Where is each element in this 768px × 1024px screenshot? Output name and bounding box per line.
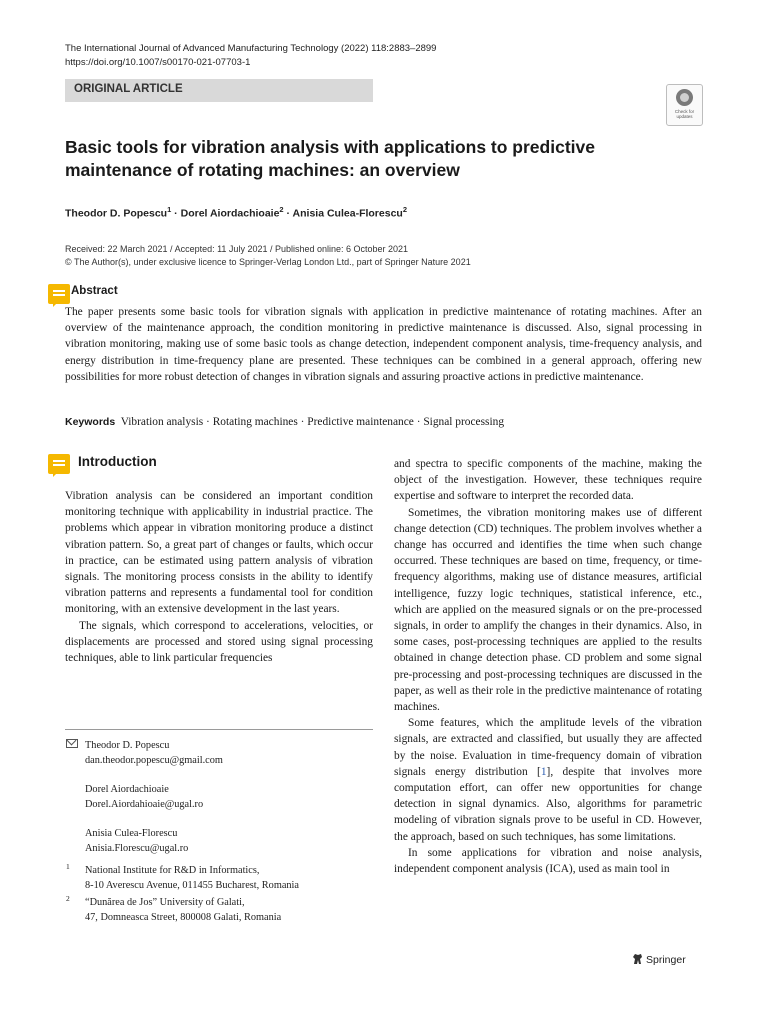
author-affiliation-mark: 1 (167, 205, 172, 214)
right-column-text (394, 456, 702, 877)
contact-name: Theodor D. Popescu (85, 740, 170, 751)
affiliation (85, 896, 281, 925)
crossmark-label-2: updates (676, 114, 693, 119)
abstract-heading: Abstract (71, 285, 118, 297)
author-name[interactable]: Dorel Aiordachioaie (180, 207, 280, 220)
copyright-notice: © The Author(s), under exclusive licence to Springer-Verlag London Ltd., part of Springer Nature 2021 (65, 257, 471, 267)
contact-email[interactable]: Anisia.Florescu@ugal.ro (85, 842, 189, 854)
author-separator: · (171, 207, 181, 220)
contact-name: Anisia Culea-Florescu (85, 828, 178, 839)
paper-title: Basic tools for vibration analysis with applications to predictive maintenance of rotating machines: an overview (65, 137, 595, 180)
paragraph: In some applications for vibration and noise analysis, independent component analysis (ICA), used as main tool in (394, 846, 702, 876)
author-list (65, 205, 407, 220)
journal-citation: The International Journal of Advanced Manufacturing Technology (2022) 118:2883–2899 (65, 43, 437, 54)
paragraph (394, 715, 702, 845)
author-affiliation-mark: 2 (402, 205, 407, 214)
author-affiliation-mark: 2 (279, 205, 284, 214)
section-heading-introduction: Introduction (78, 454, 157, 469)
corresponding-authors (85, 739, 223, 856)
annotation-note-icon[interactable] (48, 284, 70, 304)
affiliation (85, 864, 299, 893)
abstract-text: The paper presents some basic tools for vibration signals with application in predictive maintenance of rotating machines. After an overview of the maintenance approach, the condition monitoring in predictive maintenance is discussed. Also, signal processing in vibration monitoring, making use of some basic tools as change detection, independent component analysis, time-frequency analysis, and energy distribution in time-frequency plane are presented. These techniques can be combined in a general approach, offering new possibilities for more robust detection of changes in vibration signals and assuring proactive actions in predictive maintenance. (65, 306, 702, 383)
paragraph-text: ], despite that involves more computation effort, can offer new opportunities for change detection in signal dynamics. Also, algorithms for parametric modeling of vibration signals prove to be useful in CD. However, the approach, based on such techniques, has some limitations. (394, 765, 702, 843)
affiliation-line: National Institute for R&D in Informatics, (85, 865, 260, 876)
affiliation-line: 47, Domneasca Street, 800008 Galati, Romania (85, 911, 282, 923)
author-name[interactable]: Anisia Culea-Florescu (292, 207, 403, 220)
contact-email[interactable]: Dorel.Aiordahioaie@ugal.ro (85, 798, 204, 810)
affiliation-line: 8-10 Averescu Avenue, 011455 Bucharest, Romania (85, 879, 299, 891)
crossmark-label-1: Check for (674, 109, 695, 114)
envelope-icon (66, 739, 78, 748)
affiliation-number: 2 (66, 894, 70, 903)
paragraph: Sometimes, the vibration monitoring makes use of different change detection (CD) techniques. The problem involves whether a change has occurred and identifies the time when such change occurred. These techniques are based on time, frequency, or time-frequency algorithms, making use of distance measures, artificial intelligence, fuzzy logic techniques, statistical inference, etc., which are applied on the measured signals or on the pre-processed signals, in order to amplify the changes in their dynamics. Also, in some cases, post-processing techniques are applied to the results obtained in change detection phase. CD problem and some signal pre-processing and post-processing techniques are discussed in the paper, as well as their role in the predictive maintenance of rotating machines. (394, 506, 702, 714)
publisher-logo (632, 953, 686, 966)
footnote-divider (65, 729, 373, 730)
doi-link[interactable]: https://doi.org/10.1007/s00170-021-07703-1 (65, 57, 251, 68)
left-column-text (65, 488, 373, 666)
keywords-list: Vibration analysis · Rotating machines · Predictive maintenance · Signal processing (120, 416, 505, 428)
paragraph: Vibration analysis can be considered an important condition monitoring technique with applicability in industrial practice. The problems which appear in vibration monitoring produce a distinct vibration pattern. So, a great part of changes or faults, which occur in practice, can be estimated using pattern analysis of vibration signals. The monitoring process consists in the ability to identify vibration patterns and represents a fundamental tool for condition monitoring, with an extensive development in the last years. (65, 490, 373, 616)
paragraph-text: Some features, which the amplitude levels of the vibration signals, are extracted and classified, but usually they are affected by the noise. Evaluation in time-frequency domain of vibration signals energy distribution [ (394, 717, 702, 778)
annotation-note-icon[interactable] (48, 454, 70, 474)
affiliation-number: 1 (66, 862, 70, 871)
article-type-banner (65, 79, 373, 102)
publication-dates: Received: 22 March 2021 / Accepted: 11 July 2021 / Published online: 6 October 2021 (65, 244, 409, 254)
springer-horse-icon (632, 953, 643, 965)
paragraph: and spectra to specific components of the machine, making the object of the investigation. However, these techniques require expertise and software to interpret the recorded data. (394, 458, 702, 503)
crossmark-icon (676, 89, 693, 106)
author-separator: · (283, 207, 293, 220)
check-for-updates-button[interactable] (666, 84, 703, 126)
keywords-label: Keywords (65, 416, 116, 428)
author-name[interactable]: Theodor D. Popescu (65, 207, 168, 220)
citation-link[interactable]: 1 (540, 765, 547, 778)
contact-name: Dorel Aiordachioaie (85, 784, 169, 795)
contact-email[interactable]: dan.theodor.popescu@gmail.com (85, 754, 223, 766)
paragraph: The signals, which correspond to accelerations, velocities, or displacements are processed and stored using signal processing techniques, able to link particular frequencies (65, 619, 373, 665)
publisher-name: Springer (646, 954, 686, 966)
affiliation-line: “Dunărea de Jos” University of Galati, (85, 897, 245, 908)
article-type-label: ORIGINAL ARTICLE (74, 83, 183, 95)
keywords-line (65, 416, 504, 428)
